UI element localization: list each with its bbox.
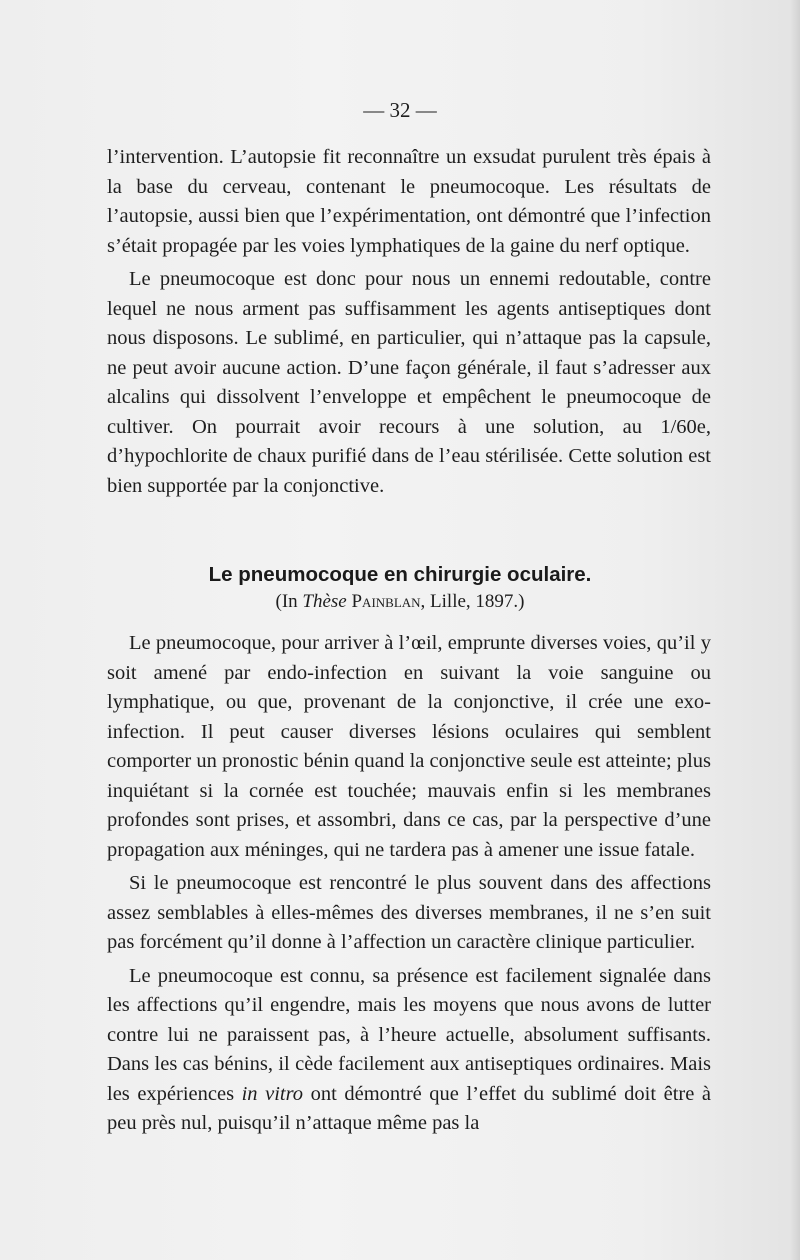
section-heading: Le pneumocoque en chirurgie oculaire.: [208, 563, 592, 586]
treatment-text-italic: in vitro: [241, 1082, 304, 1105]
treatment-text-start: Le pneumocoque est connu, sa présence est facilement signalée dans les affections qu’il engendre, mais les moyens que nous avons de lutter contre lui ne paraissent pas, à l’heure actuelle, absolument suffisants. Dans les cas bénins, il cède facilement aux antiseptiques ordinaires. Mais les expériences: [107, 964, 711, 1105]
section-source-citation: [0, 591, 800, 613]
source-open: (In: [275, 591, 303, 612]
top-text-block: [107, 143, 711, 501]
source-close: , Lille, 1897.): [420, 591, 525, 612]
paragraph-clinical-character: Si le pneumocoque est rencontré le plus souvent dans des affections assez semblables à elles-mêmes des diverses membranes, il ne s’en suit pas forcément qu’il donne à l’affection un caractère clinique particulier.: [107, 872, 711, 953]
bottom-text-block: [107, 629, 711, 1139]
source-author: Painblan: [351, 591, 421, 612]
paragraph-pneumococcus-enemy: Le pneumocoque est donc pour nous un ennemi redoutable, contre lequel ne nous arment pas suffisamment les agents antiseptiques dont nous disposons. Le sublimé, en particulier, qui n’attaque pas la capsule, ne peut avoir aucune action. D’une façon générale, il faut s’adresser aux alcalins qui dissolvent l’enveloppe et empêchent le pneumocoque de cultiver. On pourrait avoir recours à une solution, au 1/60e, d’hypochlorite de chaux purifié dans de l’eau stérilisée. Cette solution est bien supportée par la conjonctive.: [107, 268, 711, 497]
paragraph-treatment: [107, 962, 711, 1139]
paragraph-routes-to-eye: Le pneumocoque, pour arriver à l’œil, emprunte diverses voies, qu’il y soit amené par endo-infection en suivant la voie sanguine ou lymphatique, ou que, provenant de la conjonctive, il crée une exo-infection. Il peut causer diverses lésions oculaires qui semblent comporter un pronostic bénin quand la conjonctive seule est atteinte; plus inquiétant si la cornée est touchée; mauvais enfin si les membranes profondes sont prises, et assombri, dans ce cas, par la perspective d’une propagation aux méninges, qui ne tardera pas à amener une issue fatale.: [107, 632, 711, 861]
source-thesis: Thèse: [302, 591, 347, 612]
scan-edge-shadow: [790, 0, 800, 1260]
treatment-text-end: ont démontré que l’effet du sublimé doit être à peu près nul, puisqu’il n’attaque même pas la: [107, 1082, 711, 1134]
page-number: — 32 —: [363, 98, 437, 122]
paragraph-autopsy: l’intervention. L’autopsie fit reconnaître un exsudat purulent très épais à la base du cerveau, contenant le pneumocoque. Les résultats de l’autopsie, aussi bien que l’expérimentation, ont démontré que l’infection s’était propagée par les voies lymphatiques de la gaine du nerf optique.: [107, 146, 711, 257]
